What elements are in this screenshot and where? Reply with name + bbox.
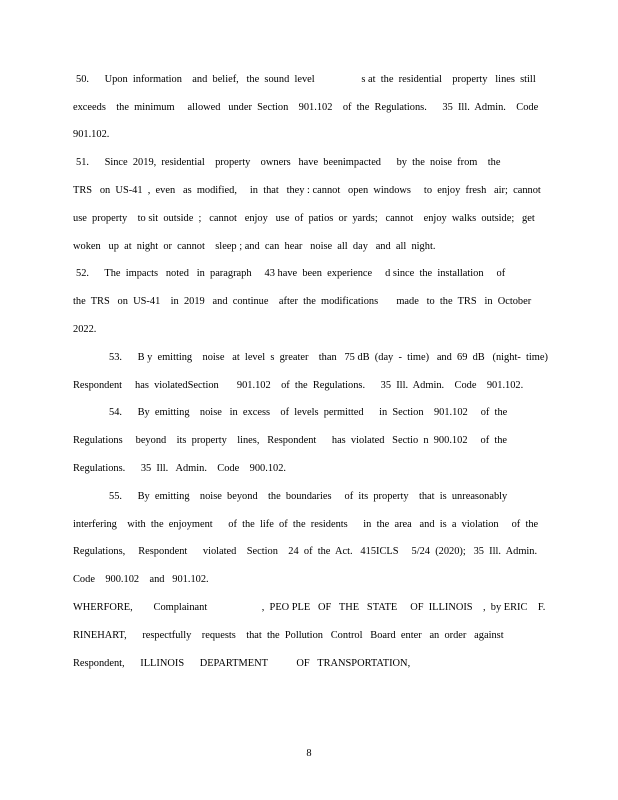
paragraph-52-line-3: 2022. — [73, 324, 97, 335]
paragraph-52-line-2: the TRS on US-41 in 2019 and continue after the modifications made to the TRS in October — [73, 296, 532, 307]
paragraph-55-line-3: Regulations, Respondent violated Section 24 of the Act. 415ICLS 5/24 (2020); 35 Ill. Admin. — [73, 546, 538, 557]
paragraph-51-line-3: use property to sit outside ; cannot enjoy use of patios or yards; cannot enjoy walks outside; get — [73, 213, 535, 224]
paragraph-55-line-2: interfering with the enjoyment of the life of the residents in the area and is a violation of the — [73, 519, 539, 530]
paragraph-50-line-2: exceeds the minimum allowed under Section 901.102 of the Regulations. 35 Ill. Admin. Code — [73, 102, 539, 113]
paragraph-50-line-3: 901.102. — [73, 129, 110, 140]
paragraph-52-line-1: 52. The impacts noted in paragraph 43 have been experience d since the installation of — [76, 268, 506, 279]
paragraph-51-line-1: 51. Since 2019, residential property owners have beenimpacted by the noise from the — [76, 157, 501, 168]
paragraph-55-line-1: 55. By emitting noise beyond the boundaries of its property that is unreasonably — [109, 491, 508, 502]
paragraph-54-line-2: Regulations beyond its property lines, Respondent has violated Sectio n 900.102 of the — [73, 435, 508, 446]
paragraph-54-line-1: 54. By emitting noise in excess of levels permitted in Section 901.102 of the — [109, 407, 508, 418]
wherefore-line-2: RINEHART, respectfully requests that the Pollution Control Board enter an order against — [73, 630, 504, 641]
paragraph-51-line-4: woken up at night or cannot sleep ; and can hear noise all day and all night. — [73, 241, 436, 252]
wherefore-line-3: Respondent, ILLINOIS DEPARTMENT OF TRANSPORTATION, — [73, 658, 411, 669]
paragraph-53-line-2: Respondent has violatedSection 901.102 of the Regulations. 35 Ill. Admin. Code 901.102. — [73, 380, 524, 391]
paragraph-54-line-3: Regulations. 35 Ill. Admin. Code 900.102. — [73, 463, 287, 474]
paragraph-51-line-2: TRS on US-41 , even as modified, in that they : cannot open windows to enjoy fresh air; cannot — [73, 185, 541, 196]
wherefore-line-1: WHERFORE, Complainant , PEO PLE OF THE STATE OF ILLINOIS , by ERIC F. — [73, 602, 546, 613]
paragraph-55-line-4: Code 900.102 and 901.102. — [73, 574, 209, 585]
paragraph-53-line-1: 53. B y emitting noise at level s greater than 75 dB (day - time) and 69 dB (night- time) — [109, 352, 548, 363]
page-number: 8 — [306, 748, 312, 759]
paragraph-50-line-1: 50. Upon information and belief, the sound level s at the residential property lines still — [76, 74, 536, 85]
